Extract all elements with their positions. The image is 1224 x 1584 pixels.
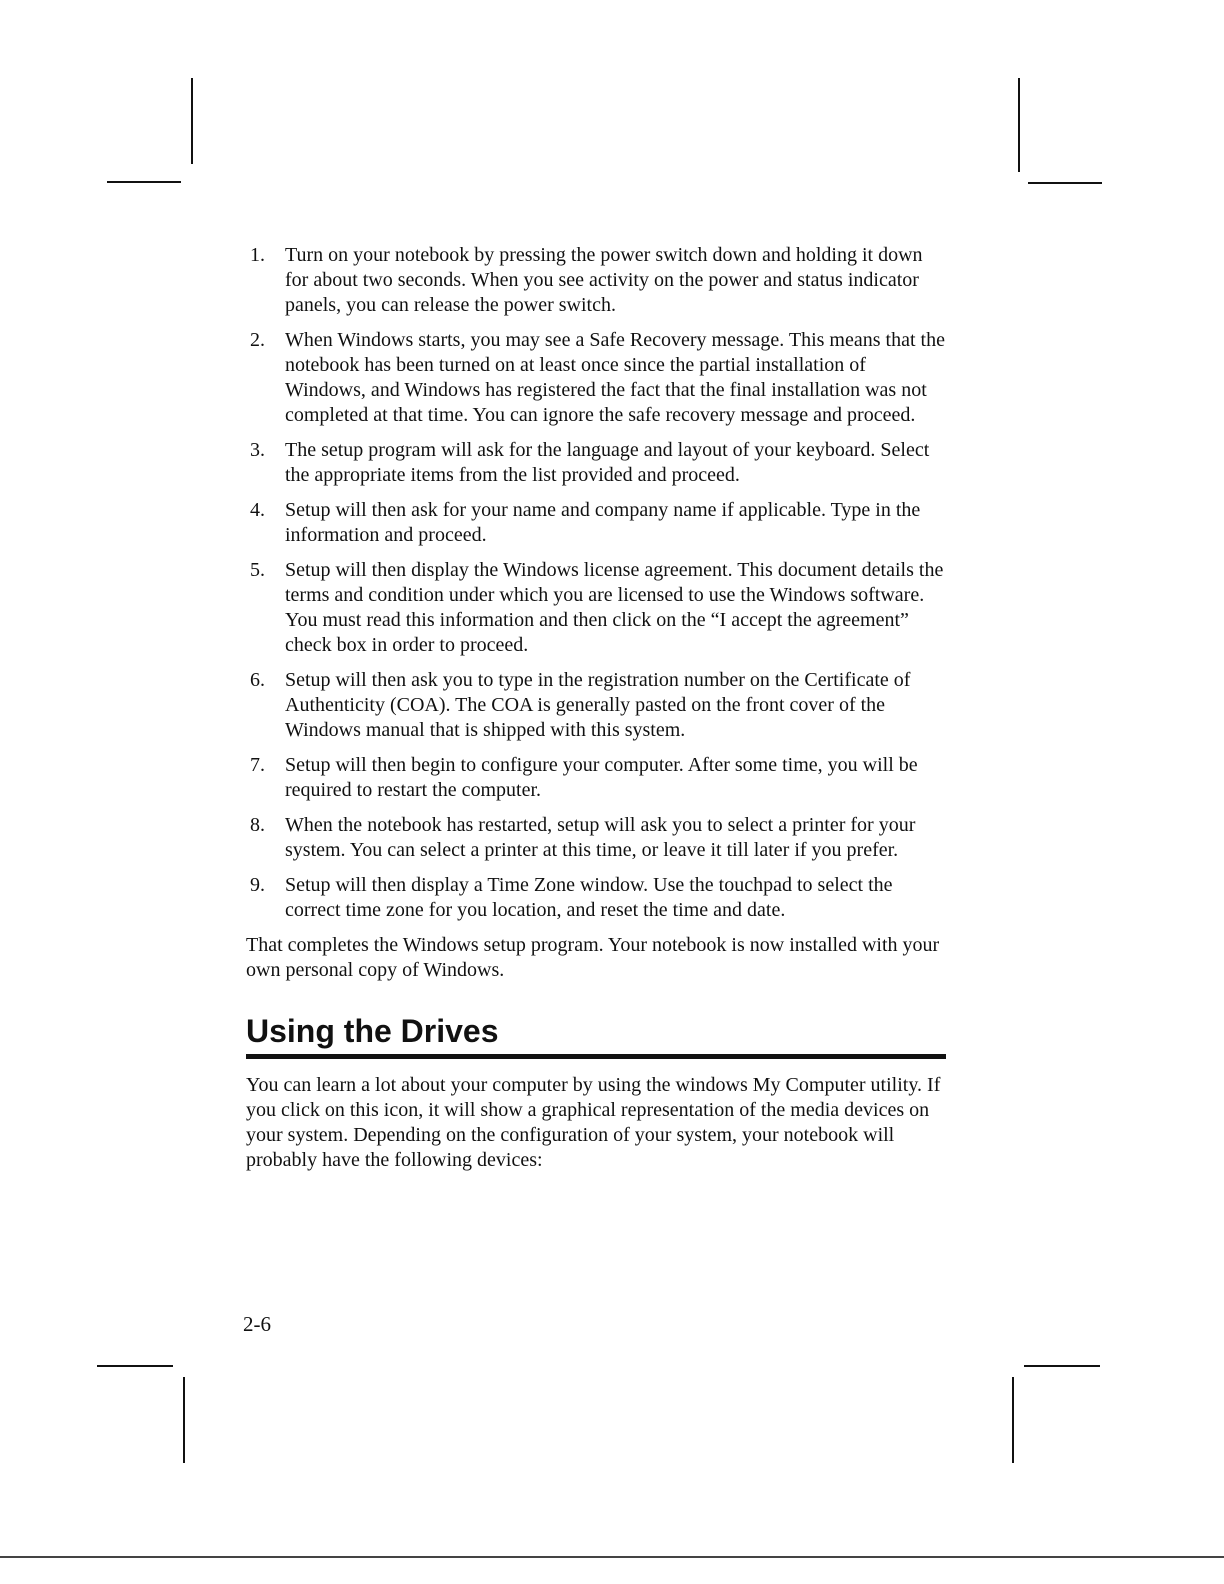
conclusion-paragraph: That completes the Windows setup program. Your notebook is now installed with your own personal copy of Windows. [246, 934, 940, 981]
step-text: Setup will then ask for your name and company name if applicable. Type in the information and proceed. [285, 499, 921, 546]
step-text: Setup will then ask you to type in the registration number on the Certificate of Authenticity (COA). The COA is generally pasted on the front cover of the Windows manual that is shipped with this system. [285, 669, 911, 741]
page-content [246, 243, 946, 1173]
page-edge-rule [0, 1556, 1224, 1558]
list-item [246, 243, 946, 318]
crop-mark-bottom-left-horizontal [97, 1365, 173, 1367]
step-number: 2. [250, 329, 265, 351]
step-number: 7. [250, 754, 265, 776]
page-number: 2-6 [243, 1312, 271, 1336]
list-item [246, 873, 946, 923]
step-number: 8. [250, 814, 265, 836]
section-intro-paragraph: You can learn a lot about your computer by using the windows My Computer utility. If you click on this icon, it will show a graphical representation of the media devices on your system. Depending on the configuration of your system, your notebook will probably have the following devices: [246, 1074, 941, 1171]
list-item [246, 438, 946, 488]
crop-mark-top-right-vertical [1018, 78, 1020, 172]
step-text: The setup program will ask for the language and layout of your keyboard. Select the appropriate items from the list provided and proceed. [285, 439, 930, 486]
crop-mark-bottom-left-vertical [183, 1377, 185, 1463]
list-item [246, 498, 946, 548]
list-item [246, 753, 946, 803]
crop-mark-bottom-right-vertical [1012, 1377, 1014, 1463]
list-item [246, 558, 946, 658]
step-text: When Windows starts, you may see a Safe Recovery message. This means that the notebook has been turned on at least once since the partial installation of Windows, and Windows has registered the fact that the final installation was not completed at that time. You can ignore the safe recovery message and proceed. [285, 329, 945, 426]
step-number: 9. [250, 874, 265, 896]
setup-steps-list [246, 243, 946, 923]
step-text: Setup will then display the Windows license agreement. This document details the terms and condition under which you are licensed to use the Windows software. You must read this information and then click on the “I accept the agreement” check box in order to proceed. [285, 559, 944, 656]
crop-mark-top-left-vertical [191, 78, 193, 164]
crop-mark-top-left-horizontal [107, 181, 181, 183]
step-text: When the notebook has restarted, setup will ask you to select a printer for your system. You can select a printer at this time, or leave it till later if you prefer. [285, 814, 916, 861]
section-heading: Using the Drives [246, 1013, 946, 1059]
list-item [246, 328, 946, 428]
step-number: 3. [250, 439, 265, 461]
list-item [246, 813, 946, 863]
step-number: 4. [250, 499, 265, 521]
step-text: Turn on your notebook by pressing the power switch down and holding it down for about two seconds. When you see activity on the power and status indicator panels, you can release the power switch. [285, 244, 923, 316]
step-number: 1. [250, 244, 265, 266]
step-text: Setup will then display a Time Zone window. Use the touchpad to select the correct time zone for you location, and reset the time and date. [285, 874, 893, 921]
crop-mark-bottom-right-horizontal [1024, 1365, 1100, 1367]
list-item [246, 668, 946, 743]
crop-mark-top-right-horizontal [1028, 182, 1102, 184]
step-number: 6. [250, 669, 265, 691]
step-text: Setup will then begin to configure your computer. After some time, you will be required to restart the computer. [285, 754, 918, 801]
step-number: 5. [250, 559, 265, 581]
